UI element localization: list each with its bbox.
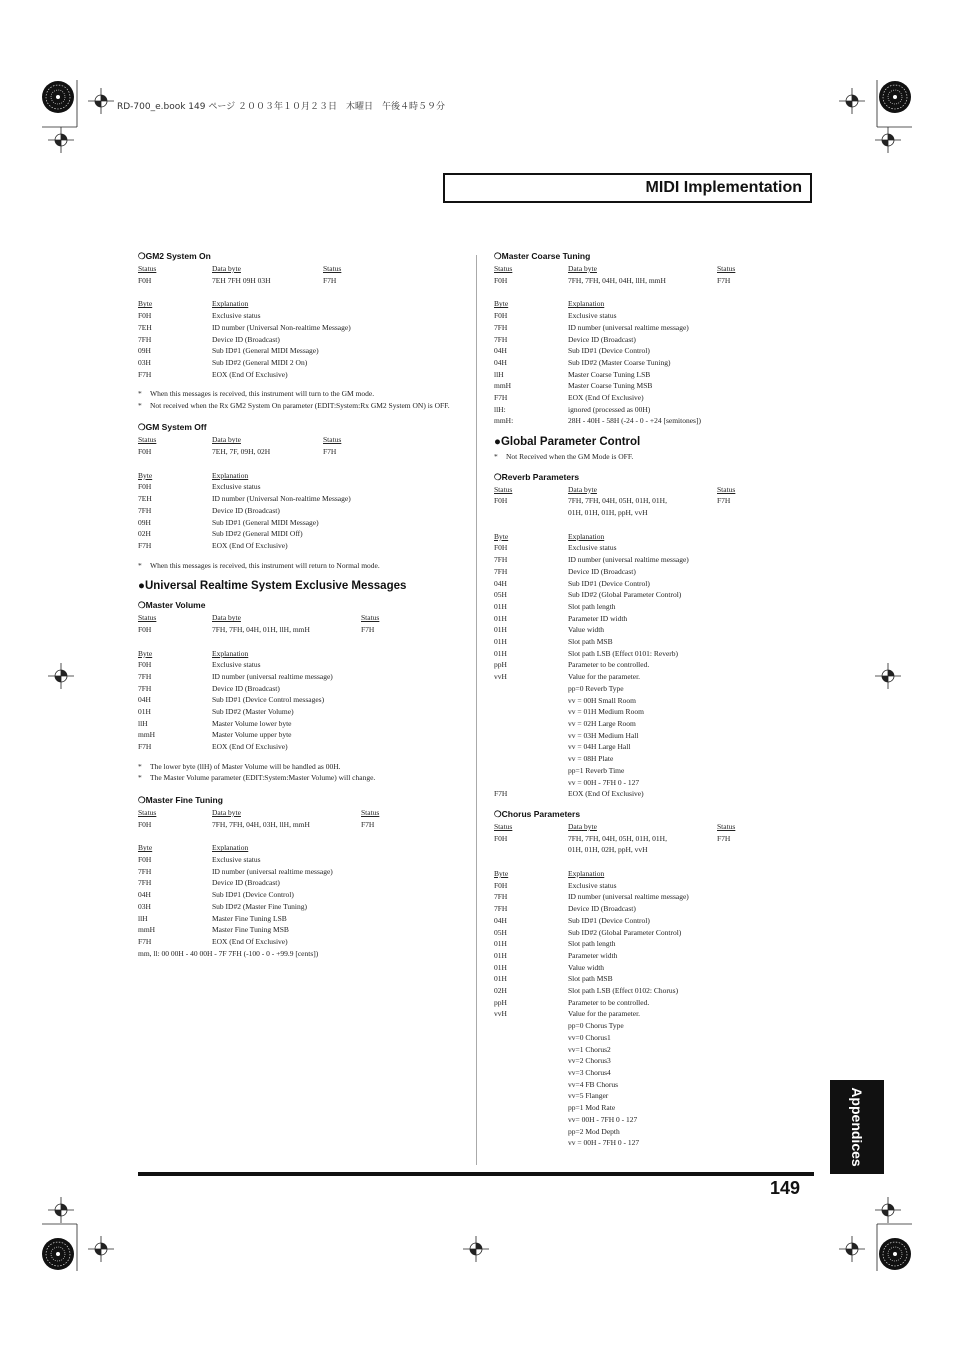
status-cell: F0H	[494, 275, 508, 285]
explanation-header: Explanation	[212, 470, 249, 480]
note-text: The lower byte (llH) of Master Volume will be handled as 00H.	[150, 761, 341, 771]
byte-header: Byte	[494, 869, 509, 879]
status-cell: F0H	[138, 275, 152, 285]
byte-cell: 7FH	[494, 322, 508, 332]
explanation-cell: Sub ID#2 (Master Coarse Tuning)	[568, 357, 671, 367]
byte-cell: 7FH	[138, 505, 152, 515]
explanation-cell: vv= 00H - 7FH 0 - 127	[568, 1114, 638, 1124]
explanation-cell: pp=0 Chorus Type	[568, 1021, 624, 1031]
byte-cell: F0H	[494, 543, 508, 553]
byte-cell: ppH	[494, 660, 507, 670]
explanation-cell: vv = 00H Small Room	[568, 695, 636, 705]
status-cell: F7H	[717, 496, 731, 506]
explanation-cell: Master Fine Tuning MSB	[212, 925, 289, 935]
status-header: Status	[717, 264, 736, 273]
explanation-cell: EOX (End Of Exclusive)	[212, 369, 288, 379]
status-header: Status	[717, 821, 736, 831]
data-byte-cell: 01H, 01H, 01H, ppH, vvH	[568, 508, 648, 518]
explanation-cell: Sub ID#2 (General MIDI 2 On)	[212, 357, 308, 367]
note-text: When this messages is received, this instrument will return to Normal mode.	[150, 560, 380, 570]
byte-cell: 01H	[494, 648, 507, 658]
explanation-cell: Device ID (Broadcast)	[212, 683, 280, 693]
status-cell: F7H	[361, 624, 375, 634]
data-byte-header: Data byte	[212, 435, 241, 445]
explanation-cell: Sub ID#2 (Master Volume)	[212, 707, 294, 717]
byte-cell: F0H	[138, 855, 152, 864]
explanation-header: Explanation	[568, 531, 605, 541]
data-byte-cell: 7FH, 7FH, 04H, 01H, llH, mmH	[212, 624, 310, 634]
byte-cell: F7H	[138, 369, 152, 379]
explanation-cell: vv = 02H Large Room	[568, 719, 636, 728]
explanation-cell: Sub ID#1 (General MIDI Message)	[212, 517, 319, 527]
explanation-cell: Device ID (Broadcast)	[212, 505, 280, 515]
explanation-cell: Sub ID#1 (Device Control)	[568, 578, 650, 588]
explanation-cell: Exclusive status	[568, 311, 617, 321]
byte-cell: 01H	[494, 601, 507, 611]
status-cell: F0H	[494, 833, 508, 843]
data-byte-cell: 01H, 01H, 02H, ppH, vvH	[568, 845, 648, 855]
byte-cell: 09H	[138, 346, 151, 356]
byte-cell: 01H	[494, 625, 507, 635]
explanation-header: Explanation	[212, 843, 249, 853]
status-header: Status	[361, 807, 380, 817]
explanation-cell: Value width	[568, 625, 605, 635]
file-header: RD-700_e.book 149 ページ ２００３年１０月２３日 木曜日 午後４時５９分	[117, 102, 446, 112]
note: * The lower byte (llH) of Master Volume will be handled as 00H.	[138, 761, 478, 773]
data-byte-cell: 7EH, 7F, 09H, 02H	[212, 447, 271, 457]
data-byte-header: Data byte	[568, 821, 597, 831]
explanation-cell: Sub ID#2 (Global Parameter Control)	[568, 590, 682, 600]
byte-cell: F7H	[138, 936, 152, 946]
byte-cell: 04H	[494, 346, 507, 356]
explanation-cell: vv=5 Flanger	[568, 1091, 609, 1101]
byte-cell: F7H	[138, 742, 152, 752]
explanation-cell: Master Volume upper byte	[212, 730, 292, 740]
data-byte-header: Data byte	[212, 613, 241, 623]
data-byte-header: Data byte	[568, 264, 597, 273]
explanation-cell: ID number (universal realtime message)	[568, 555, 689, 565]
status-header: Status	[323, 435, 342, 445]
explanation-cell: vv = 00H - 7FH 0 - 127	[568, 1138, 640, 1148]
byte-header: Byte	[494, 531, 509, 541]
explanation-cell: vv=4 FB Chorus	[568, 1079, 619, 1089]
byte-cell: 7FH	[138, 866, 152, 876]
status-header: Status	[494, 264, 513, 273]
explanation-cell: Value for the parameter.	[568, 1009, 641, 1019]
status-header: Status	[494, 821, 513, 831]
byte-header: Byte	[138, 843, 153, 853]
byte-cell: 04H	[494, 578, 507, 588]
explanation-cell: Sub ID#2 (Global Parameter Control)	[568, 927, 682, 937]
byte-cell: 01H	[494, 613, 507, 623]
explanation-cell: Sub ID#1 (Device Control messages)	[212, 695, 325, 705]
data-byte-cell: 7FH, 7FH, 04H, 05H, 01H, 01H,	[568, 833, 667, 843]
explanation-cell: Device ID (Broadcast)	[568, 904, 636, 914]
explanation-cell: ignored (processed as 00H)	[568, 404, 651, 414]
section-title: ❍Master Coarse Tuning	[494, 251, 591, 261]
page-title: MIDI Implementation	[645, 179, 802, 196]
byte-header: Byte	[494, 299, 509, 309]
explanation-cell: Slot path MSB	[568, 637, 613, 647]
data-byte-cell: 7FH, 7FH, 04H, 04H, llH, mmH	[568, 275, 666, 285]
status-cell: F7H	[717, 275, 731, 285]
byte-cell: ppH	[494, 997, 507, 1007]
note-text: Not Received when the GM Mode is OFF.	[506, 452, 634, 462]
explanation-cell: Device ID (Broadcast)	[212, 334, 280, 344]
byte-cell: llH	[138, 718, 148, 728]
explanation-cell: vv = 04H Large Hall	[568, 742, 631, 752]
status-header: Status	[361, 613, 380, 623]
page-number: 149	[770, 1178, 801, 1198]
explanation-header: Explanation	[568, 299, 605, 309]
explanation-cell: Slot path length	[568, 939, 616, 949]
explanation-header: Explanation	[212, 648, 249, 658]
note: * When this messages is received, this instrument will turn to the GM mode.	[138, 388, 478, 400]
status-header: Status	[494, 484, 513, 494]
explanation-cell: Slot path LSB (Effect 0102: Chorus)	[568, 986, 679, 996]
explanation-cell: vv=3 Chorus4	[568, 1067, 611, 1077]
side-tab-label: Appendices	[849, 1087, 865, 1167]
explanation-cell: Master Coarse Tuning MSB	[568, 381, 653, 391]
byte-header: Byte	[138, 648, 153, 658]
byte-cell: 7FH	[138, 671, 152, 681]
explanation-cell: vv = 08H Plate	[568, 754, 614, 764]
explanation-cell: Slot path LSB (Effect 0101: Reverb)	[568, 648, 679, 658]
data-byte-header: Data byte	[212, 807, 241, 817]
explanation-cell: Parameter to be controlled.	[568, 997, 650, 1007]
byte-cell: F0H	[138, 311, 152, 321]
byte-cell: 01H	[494, 637, 507, 647]
byte-cell: 01H	[494, 962, 507, 972]
explanation-cell: vv = 03H Medium Hall	[568, 730, 639, 740]
section-title: ❍GM System Off	[138, 422, 207, 433]
explanation-cell: Sub ID#2 (General MIDI Off)	[212, 529, 303, 539]
explanation-cell: Parameter ID width	[568, 613, 628, 623]
explanation-cell: Master Volume lower byte	[212, 718, 292, 728]
data-byte-cell: 7FH, 7FH, 04H, 05H, 01H, 01H,	[568, 496, 667, 506]
byte-cell: 7EH	[138, 322, 152, 332]
data-byte-cell: 7EH 7FH 09H 03H	[212, 275, 271, 285]
explanation-cell: ID number (Universal Non-realtime Message)	[212, 322, 351, 332]
byte-cell: 04H	[494, 357, 507, 367]
byte-cell: 04H	[138, 695, 151, 705]
byte-cell: mmH	[494, 381, 512, 391]
section-title: ❍Reverb Parameters	[494, 471, 580, 482]
note: * The Master Volume parameter (EDIT:System:Master Volume) will change.	[138, 772, 478, 784]
explanation-cell: pp=2 Mod Depth	[568, 1126, 620, 1136]
explanation-cell: ID number (universal realtime message)	[568, 892, 689, 902]
section-heading: ●Global Parameter Control	[494, 436, 641, 449]
explanation-cell: vv = 00H - 7FH 0 - 127	[568, 777, 640, 787]
status-cell: F7H	[323, 447, 337, 457]
explanation-cell: 28H - 40H - 58H (-24 - 0 - +24 [semitones])	[568, 416, 701, 426]
section-title: ❍Chorus Parameters	[494, 808, 581, 819]
status-cell: F0H	[494, 496, 508, 506]
data-byte-cell: 7FH, 7FH, 04H, 03H, llH, mmH	[212, 819, 310, 829]
data-byte-header: Data byte	[568, 484, 597, 494]
explanation-cell: Value width	[568, 962, 605, 972]
byte-header: Byte	[138, 470, 153, 480]
explanation-header: Explanation	[568, 869, 605, 879]
note: * Not received when the Rx GM2 System On parameter (EDIT:System:Rx GM2 System ON) is OFF.	[138, 400, 478, 412]
data-byte-header: Data byte	[212, 264, 241, 273]
byte-cell: 7FH	[494, 334, 508, 344]
explanation-cell: EOX (End Of Exclusive)	[212, 742, 288, 752]
byte-cell: 01H	[494, 974, 507, 984]
byte-cell: llH	[138, 913, 148, 923]
note-text: When this messages is received, this instrument will turn to the GM mode.	[150, 389, 375, 399]
explanation-cell: Exclusive status	[212, 311, 261, 321]
explanation-cell: Slot path length	[568, 601, 616, 611]
byte-cell: 03H	[138, 901, 151, 911]
status-header: Status	[138, 264, 157, 273]
explanation-cell: ID number (universal realtime message)	[212, 671, 333, 681]
status-header: Status	[717, 484, 736, 494]
note-text: Not received when the Rx GM2 System On parameter (EDIT:System:Rx GM2 System ON) is OFF.	[150, 400, 450, 410]
explanation-cell: Exclusive status	[568, 543, 617, 553]
explanation-cell: vv=2 Chorus3	[568, 1056, 611, 1066]
explanation-cell: vv=1 Chorus2	[568, 1044, 611, 1054]
note: * Not Received when the GM Mode is OFF.	[494, 451, 834, 463]
explanation-cell: Device ID (Broadcast)	[568, 566, 636, 576]
explanation-cell: vv=0 Chorus1	[568, 1032, 611, 1042]
explanation-cell: EOX (End Of Exclusive)	[568, 393, 644, 403]
status-cell: F0H	[138, 447, 152, 457]
explanation-cell: vv = 01H Medium Room	[568, 707, 644, 717]
byte-cell: llH	[494, 369, 504, 379]
explanation-cell: Exclusive status	[212, 482, 261, 492]
section-heading: ●Universal Realtime System Exclusive Messages	[138, 580, 407, 593]
byte-cell: 01H	[138, 707, 151, 717]
explanation-cell: Sub ID#1 (General MIDI Message)	[212, 346, 319, 356]
explanation-cell: Device ID (Broadcast)	[568, 334, 636, 344]
status-cell: F7H	[361, 819, 375, 829]
explanation-cell: ID number (universal realtime message)	[568, 322, 689, 332]
explanation-cell: Value for the parameter.	[568, 672, 641, 682]
explanation-cell: pp=1 Reverb Time	[568, 765, 625, 775]
status-cell: F0H	[138, 819, 152, 829]
explanation-cell: Sub ID#1 (Device Control)	[212, 890, 294, 900]
explanation-cell: Parameter width	[568, 950, 618, 960]
status-cell: F0H	[138, 624, 152, 634]
byte-cell: 7FH	[494, 566, 508, 576]
byte-cell: vvH	[494, 672, 507, 682]
byte-cell: 01H	[494, 950, 507, 960]
byte-cell: 7FH	[494, 892, 508, 902]
byte-cell: 7FH	[494, 555, 508, 565]
byte-cell: F7H	[494, 789, 508, 799]
explanation-cell: EOX (End Of Exclusive)	[212, 540, 288, 550]
status-cell: F7H	[323, 275, 337, 285]
byte-cell: 7EH	[138, 494, 152, 504]
explanation-cell: Exclusive status	[212, 660, 261, 670]
note: * When this messages is received, this instrument will return to Normal mode.	[138, 560, 478, 572]
byte-cell: 7FH	[138, 878, 152, 888]
byte-cell: 09H	[138, 517, 151, 527]
value-range-note: mm, ll: 00 00H - 40 00H - 7F 7FH (-100 - 0 - +99.9 [cents])	[138, 948, 319, 958]
explanation-cell: Sub ID#2 (Master Fine Tuning)	[212, 901, 308, 911]
explanation-cell: Master Coarse Tuning LSB	[568, 369, 651, 379]
status-header: Status	[138, 807, 157, 817]
byte-cell: 05H	[494, 590, 507, 600]
byte-cell: F0H	[138, 660, 152, 670]
byte-cell: 7FH	[494, 904, 508, 914]
byte-cell: 02H	[138, 529, 151, 539]
byte-cell: 7FH	[138, 683, 152, 693]
explanation-cell: EOX (End Of Exclusive)	[212, 936, 288, 946]
explanation-cell: Sub ID#1 (Device Control)	[568, 915, 650, 925]
explanation-cell: Parameter to be controlled.	[568, 660, 650, 670]
status-header: Status	[138, 435, 157, 445]
byte-cell: 04H	[494, 915, 507, 925]
status-cell: F7H	[717, 833, 731, 843]
byte-cell: 03H	[138, 357, 151, 367]
byte-cell: F7H	[138, 540, 152, 550]
byte-cell: F7H	[494, 393, 508, 403]
note-text: The Master Volume parameter (EDIT:System:Master Volume) will change.	[150, 773, 376, 783]
explanation-cell: Sub ID#1 (Device Control)	[568, 346, 650, 356]
section-title: ❍GM2 System On	[138, 251, 211, 261]
explanation-cell: Device ID (Broadcast)	[212, 878, 280, 888]
byte-cell: mmH	[138, 730, 156, 740]
explanation-cell: pp=0 Reverb Type	[568, 683, 624, 693]
byte-cell: mmH	[138, 925, 156, 935]
status-header: Status	[138, 613, 157, 623]
byte-cell: F0H	[494, 311, 508, 321]
byte-cell: vvH	[494, 1009, 507, 1019]
explanation-cell: EOX (End Of Exclusive)	[568, 789, 644, 799]
explanation-cell: Slot path MSB	[568, 974, 613, 984]
section-title: ❍Master Volume	[138, 600, 206, 611]
byte-cell: 7FH	[138, 334, 152, 344]
byte-cell: F0H	[138, 482, 152, 492]
byte-cell: 04H	[138, 890, 151, 900]
byte-cell: 01H	[494, 939, 507, 949]
byte-cell: F0H	[494, 880, 508, 890]
explanation-cell: Exclusive status	[212, 855, 261, 864]
corner-trim-lines	[42, 80, 912, 1271]
byte-header: Byte	[138, 299, 153, 309]
explanation-cell: ID number (Universal Non-realtime Message)	[212, 494, 351, 504]
explanation-cell: pp=1 Mod Rate	[568, 1103, 616, 1113]
byte-cell: 05H	[494, 927, 507, 937]
status-header: Status	[323, 264, 342, 273]
explanation-header: Explanation	[212, 299, 249, 309]
byte-cell: 02H	[494, 986, 507, 996]
section-title: ❍Master Fine Tuning	[138, 794, 223, 805]
byte-cell: llH:	[494, 404, 506, 414]
explanation-cell: Exclusive status	[568, 880, 617, 890]
explanation-cell: ID number (universal realtime message)	[212, 866, 333, 876]
explanation-cell: Master Fine Tuning LSB	[212, 913, 287, 923]
byte-cell: mmH:	[494, 416, 514, 426]
